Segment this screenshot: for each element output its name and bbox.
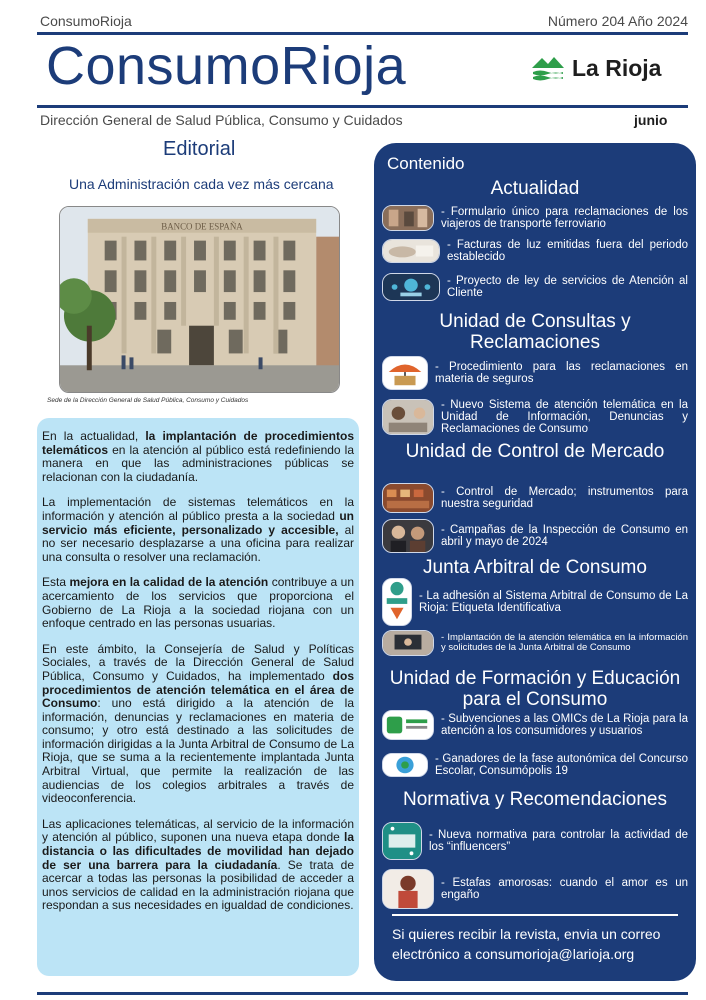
la-rioja-logo-text: La Rioja — [572, 54, 662, 81]
article-paragraph: La implementación de sistemas telemáticos en la información y atención al público presta a la sociedad un servicio más eficiente, personalizado y accesible, al no ser necesario desplazarse a una oficina para realizar una consulta o resolver una reclamación. — [42, 495, 354, 564]
issue-month: junio — [634, 112, 668, 128]
contents-item-arbitration-telematic[interactable]: - Implantación de la atención telemática en la información y solicitudes de la Junta Arbitral de Consumo — [382, 630, 688, 656]
contents-title: Contenido — [387, 154, 465, 173]
contents-item-omic-grants[interactable]: - Subvenciones a las OMICs de La Rioja para la atención a los consumidores y usuarios — [382, 710, 688, 740]
contents-item-arbitration-label[interactable]: - La adhesión al Sistema Arbitral de Consumo de La Rioja: Etiqueta Identificativa — [382, 578, 688, 626]
insurance-umbrella-icon — [382, 356, 428, 390]
section-title-formacion: Unidad de Formación y Educación para el Consumo — [389, 668, 681, 710]
section-title-junta-arbitral: Junta Arbitral de Consumo — [423, 557, 647, 578]
photo-caption: Sede de la Dirección General de Salud Pública, Consumo y Cuidados — [47, 397, 249, 404]
contents-divider — [392, 914, 678, 916]
section-title-normativa: Normativa y Recomendaciones — [402, 789, 667, 810]
electricity-bill-icon — [382, 239, 440, 263]
issue-number: Número 204 Año 2024 — [547, 13, 688, 29]
influencer-icon — [382, 822, 422, 860]
subscribe-note: Si quieres recibir la revista, envia un correo electrónico a consumorioja@larioja.org — [392, 926, 661, 962]
editorial-article — [37, 418, 359, 976]
editorial-subheading: Una Administración cada vez más cercana — [69, 176, 334, 192]
section-title-actualidad: Actualidad — [490, 178, 580, 199]
article-paragraph: En la actualidad, la implantación de procedimientos telemáticos en la atención al público está redefiniendo la manera en que las administraciones públicas se relacionan con la ciudadanía. — [42, 429, 354, 484]
contents-item-train-claims[interactable]: - Formulario único para reclamaciones de los viajeros de transporte ferroviario — [382, 205, 688, 231]
contents-item-electricity-bills[interactable]: - Facturas de luz emitidas fuera del periodo establecido — [382, 239, 688, 263]
contents-panel — [374, 143, 696, 981]
market-control-icon — [382, 483, 434, 513]
videoconference-icon — [382, 630, 434, 656]
telematic-attention-icon — [382, 399, 434, 435]
masthead-rule — [37, 105, 688, 108]
section-title-control-mercado: Unidad de Control de Mercado — [405, 441, 665, 462]
masthead-title: ConsumoRioja — [46, 36, 407, 96]
contents-item-customer-service[interactable]: - Proyecto de ley de servicios de Atención al Cliente — [382, 273, 688, 301]
bottom-rule — [37, 992, 688, 995]
omic-logo-icon — [382, 710, 434, 740]
section-title-consultas: Unidad de Consultas y Reclamaciones — [439, 311, 631, 353]
contents-item-inspection-campaigns[interactable]: - Campañas de la Inspección de Consumo en abril y mayo de 2024 — [382, 519, 688, 553]
arbitration-label-icon — [382, 578, 412, 626]
la-rioja-mountain-icon — [530, 54, 566, 82]
la-rioja-logo — [530, 47, 680, 89]
masthead-brand-small: ConsumoRioja — [40, 13, 132, 29]
contents-item-consumopolis[interactable]: - Ganadores de la fase autonómica del Concurso Escolar, Consumópolis 19 — [382, 753, 688, 777]
building-photo — [59, 206, 340, 393]
building-sign-text: BANCO DE ESPAÑA — [161, 221, 243, 232]
customer-service-icon — [382, 273, 440, 301]
consumopolis-logo-icon — [382, 753, 428, 777]
article-paragraph: Esta mejora en la calidad de la atención contribuye a un acercamiento de los servicios que proporciona el Gobierno de La Rioja a la sociedad riojana con un enfoque centrado en las personas usuarias. — [42, 575, 354, 631]
contents-item-insurance-claims[interactable]: - Procedimiento para las reclamaciones en materia de seguros — [382, 356, 688, 390]
romance-scam-icon — [382, 869, 434, 909]
article-paragraph: En este ámbito, la Consejería de Salud y Políticas Sociales, a través de la Dirección General de Salud Pública, Consumo y Cuidados, ha implementado dos procedimientos de atención telemática en el área de Consumo: uno está dirigido a la atención de la información, denuncias y reclamaciones en materia de consumo; y otro está destinado a las solicitudes de información dirigidas a la Junta Arbitral de Consumo de La Rioja, que se suma a la recientemente implantada Junta Arbitral Virtual, que permite la realización de las audiencias de los colegios arbitrales a través de videoconferencia. — [42, 641, 354, 806]
article-paragraph: Las aplicaciones telemáticas, al servicio de la información y atención al público, suponen una nueva etapa donde la distancia o las dificultades de movilidad han dejado de ser una barrera para la ciudadanía. Se trata de acercar a todas las personas la posibilidad de acceder a unos servicios de calidad en la administración riojana que respondan a sus necesidades en igualdad de condiciones. — [42, 816, 355, 913]
department-name: Dirección General de Salud Pública, Consumo y Cuidados — [40, 112, 403, 128]
contents-item-market-control[interactable]: - Control de Mercado; instrumentos para nuestra seguridad — [382, 483, 688, 513]
inspection-campaign-icon — [382, 519, 434, 553]
contents-item-telematic-system[interactable]: - Nuevo Sistema de atención telemática en la Unidad de Información, Denuncias y Reclamaciones de Consumo — [382, 399, 688, 435]
contents-item-romance-scams[interactable]: - Estafas amorosas: cuando el amor es un engaño — [382, 869, 688, 909]
contents-item-influencers[interactable]: - Nueva normativa para controlar la actividad de los “influencers” — [382, 822, 688, 860]
train-passengers-icon — [382, 205, 434, 231]
editorial-heading: Editorial — [163, 138, 236, 160]
